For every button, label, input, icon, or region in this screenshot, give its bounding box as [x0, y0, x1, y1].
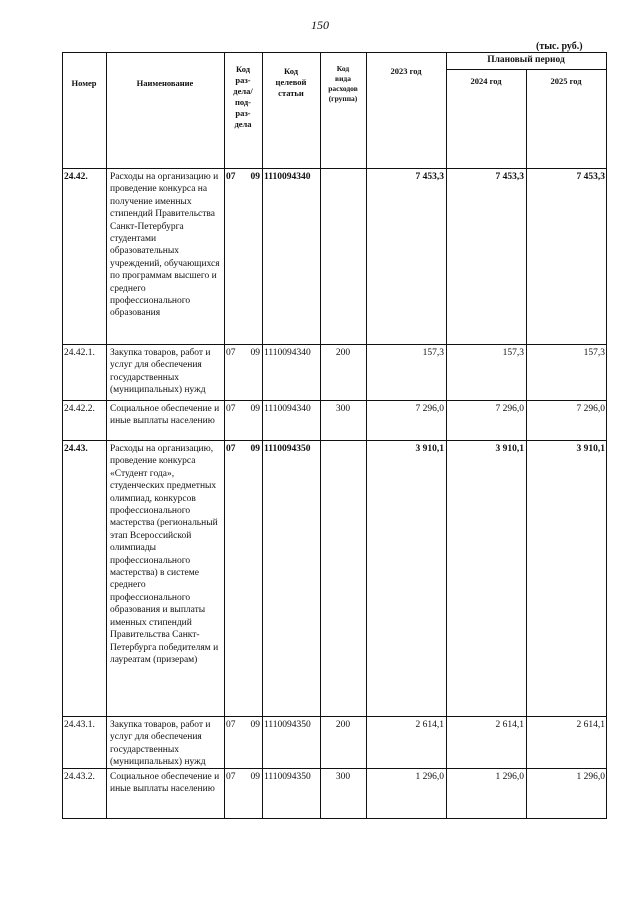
- header-2025: 2025 год: [550, 76, 582, 86]
- row-number: 24.42.2.: [64, 404, 95, 414]
- header-2023: 2023 год: [390, 66, 422, 76]
- row-name: Закупка товаров, работ и услуг для обеспечения государственных (муниципальных) нужд: [110, 720, 211, 768]
- unit-label: (тыс. руб.): [536, 41, 583, 52]
- row-section: 07: [226, 720, 236, 730]
- row-2023: 7 296,0: [415, 404, 444, 414]
- row-subsection: 09: [250, 172, 260, 182]
- row-number: 24.42.: [64, 172, 88, 182]
- header-section: Код раз- дела/ под- раз- дела: [233, 64, 253, 129]
- row-subsection: 09: [250, 772, 260, 782]
- row-2023: 3 910,1: [415, 444, 444, 454]
- row-2023: 157,3: [422, 348, 444, 358]
- table-rule: [224, 52, 225, 818]
- table-rule: [106, 52, 107, 818]
- row-subsection: 09: [250, 444, 260, 454]
- row-2025: 7 453,3: [576, 172, 605, 182]
- table-rule: [62, 440, 607, 441]
- row-expense-type: 300: [335, 772, 351, 782]
- table-rule: [262, 52, 263, 818]
- row-subsection: 09: [250, 404, 260, 414]
- row-target: 1110094350: [264, 772, 311, 782]
- row-2025: 3 910,1: [576, 444, 605, 454]
- row-2024: 2 614,1: [495, 720, 524, 730]
- table-rule: [62, 716, 607, 717]
- row-number: 24.43.: [64, 444, 88, 454]
- header-2024: 2024 год: [470, 76, 502, 86]
- row-expense-type: 300: [335, 404, 351, 414]
- page-number: 150: [311, 18, 329, 32]
- row-subsection: 09: [250, 720, 260, 730]
- table-rule: [62, 344, 607, 345]
- row-target: 1110094340: [264, 348, 311, 358]
- table-rule: [320, 52, 321, 818]
- row-name: Социальное обеспечение и иные выплаты населению: [110, 404, 220, 427]
- row-name: Закупка товаров, работ и услуг для обеспечения государственных (муниципальных) нужд: [110, 348, 211, 396]
- table-rule: [62, 400, 607, 401]
- row-number: 24.43.2.: [64, 772, 95, 782]
- row-2024: 7 453,3: [495, 172, 524, 182]
- table-rule: [446, 52, 447, 818]
- row-target: 1110094340: [264, 172, 311, 182]
- row-expense-type: 200: [335, 720, 351, 730]
- row-number: 24.42.1.: [64, 348, 95, 358]
- header-expense-type: Код вида расходов (группа): [328, 64, 358, 103]
- row-2024: 7 296,0: [495, 404, 524, 414]
- row-name: Социальное обеспечение и иные выплаты населению: [110, 772, 220, 795]
- table-rule: [606, 52, 607, 818]
- row-2025: 7 296,0: [576, 404, 605, 414]
- table-rule: [62, 818, 607, 819]
- row-section: 07: [226, 348, 236, 358]
- header-name: Наименование: [136, 78, 194, 88]
- row-2023: 7 453,3: [415, 172, 444, 182]
- header-number: Номер: [71, 78, 97, 88]
- table-rule: [62, 52, 607, 53]
- row-2025: 2 614,1: [576, 720, 605, 730]
- row-section: 07: [226, 772, 236, 782]
- row-2025: 157,3: [583, 348, 605, 358]
- table-rule: [62, 768, 607, 769]
- table-rule: [62, 52, 63, 818]
- row-2023: 2 614,1: [415, 720, 444, 730]
- row-number: 24.43.1.: [64, 720, 95, 730]
- row-subsection: 09: [250, 348, 260, 358]
- header-planned-period: Плановый период: [487, 55, 565, 65]
- table-rule: [366, 52, 367, 818]
- row-2024: 1 296,0: [495, 772, 524, 782]
- row-2024: 157,3: [502, 348, 524, 358]
- row-name: Расходы на организацию, проведение конкурса «Студент года», студенческих предметных олимпиад, конкурсов профессионального мастерства (региональный этап Всероссийской олимпиады профессионального мастерства) в системе среднего профессионального образования и выплаты именных стипендий Правительства Санкт-Петербурга победителям и лауреатам (призерам): [110, 444, 219, 665]
- row-target: 1110094350: [264, 444, 311, 454]
- row-section: 07: [226, 444, 236, 454]
- row-2024: 3 910,1: [495, 444, 524, 454]
- row-2025: 1 296,0: [576, 772, 605, 782]
- row-target: 1110094340: [264, 404, 311, 414]
- row-name: Расходы на организацию и проведение конкурса на получение именных стипендий Правительства Санкт-Петербурга студентами образовательных учреждений, обучающихся по программам высшего и среднего профессионального образования: [110, 172, 220, 319]
- row-section: 07: [226, 404, 236, 414]
- row-2023: 1 296,0: [415, 772, 444, 782]
- row-target: 1110094350: [264, 720, 311, 730]
- row-expense-type: 200: [335, 348, 351, 358]
- row-section: 07: [226, 172, 236, 182]
- header-target: Код целевой статьи: [275, 66, 307, 98]
